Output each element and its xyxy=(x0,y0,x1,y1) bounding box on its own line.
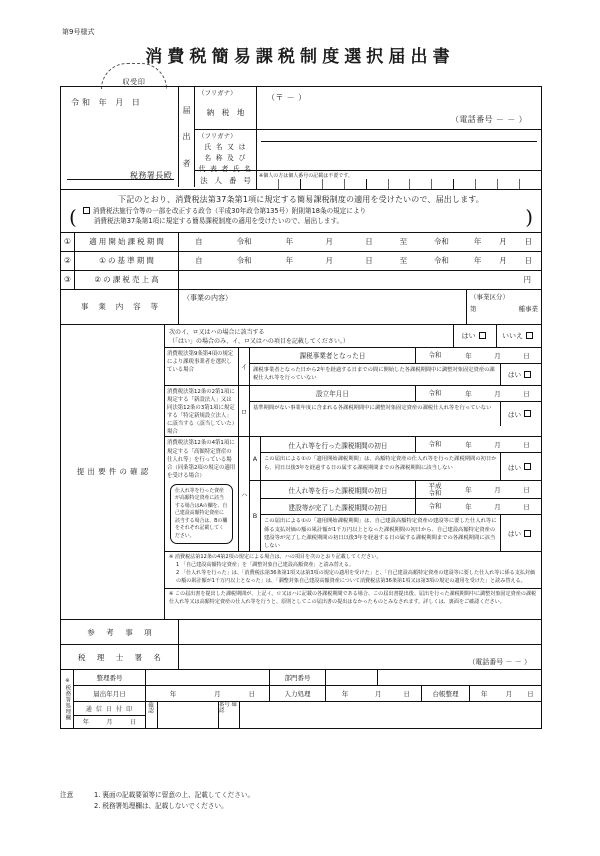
confirm-group-b-date2 xyxy=(261,499,541,515)
confirm-row-i-yes[interactable] xyxy=(501,364,541,385)
confirm-group-b-cond-text: この届出による①の「適用開始課税期間」は、自己建設高額特定資産の建設等に要した仕入れ等に係る支払対価の額の累計額が1千万円以上となった課税期間の初日から、自己建設高額特定資産の建設等が完了した課税期間の初日以後3年を経過する日の属する課税期間までの各課税期間に該当しない xyxy=(261,515,501,551)
tax-office-line-1 xyxy=(74,670,541,686)
confirm-row-ro-desc: 消費税法第12条の2第1項に規定する「新設法人」又は同法第12条の3第1項に規定する「特定新規設立法人」に該当する（該当していた）場合 xyxy=(165,386,239,437)
corp-digit-7[interactable] xyxy=(389,179,411,189)
confirm-intro-yes-checkbox[interactable] xyxy=(479,332,486,339)
confirm-row-ha-main xyxy=(250,437,541,551)
business-content-sublabel: （事業の内容） xyxy=(183,293,232,302)
tsushin-day: 日 xyxy=(130,719,137,727)
confirm-group-b-yes-checkbox[interactable] xyxy=(524,530,531,537)
confirm-group-b-body xyxy=(261,481,541,551)
confirm-intro-no-label: いいえ xyxy=(502,331,523,340)
todokede-year: 年 xyxy=(169,690,177,698)
daicho-day: 日 xyxy=(527,690,534,698)
confirm-row-i-yes-checkbox[interactable] xyxy=(524,371,531,378)
confirm-row-i-condition xyxy=(250,364,541,385)
declaration-main-text: 下記のとおり、消費税法第37条第1項に規定する簡易課税制度の適用を受けたいので、届出します。 xyxy=(118,195,484,204)
confirm-group-b-era1[interactable] xyxy=(416,481,454,498)
kakunin-label xyxy=(146,702,158,728)
confirm-footnote-1-line2: 2 「仕入れ等を行った」は、「消費税法第36条第1項又は第3項の規定の適用を受けた」と、「自己建設高額特定資産の建設等に要した仕入れ等に係る支払対価の額の累計額が1千万円以上となった」は、「調整対象自己建設高額資産について消費税法第36条第1項又は第3項の規定の適用を受けた」と読み替える。 xyxy=(176,570,536,585)
bumon-bangou-label: 部門番号 xyxy=(270,670,326,685)
item-2-month-to: 月 xyxy=(499,256,507,266)
item-1-label: 適用開始課税期間 xyxy=(75,233,179,251)
corp-digit-11[interactable] xyxy=(476,179,498,189)
kakunin-field[interactable] xyxy=(158,702,219,728)
seiri-bangou-label: 整理番号 xyxy=(74,670,146,685)
corp-digit-6[interactable] xyxy=(367,179,389,189)
item-2-day-from: 日 xyxy=(365,256,373,266)
confirm-row-ro xyxy=(165,386,541,438)
item-1-year-to: 年 xyxy=(473,237,482,247)
business-division-input[interactable] xyxy=(470,301,538,313)
item-2-month-from: 月 xyxy=(325,256,333,266)
todokede-month: 月 xyxy=(214,690,221,698)
confirm-row-ro-condition xyxy=(250,402,541,426)
confirm-row-i-cond-text: 課税事業者となった日から2年を経過する日までの間に開始した各課税期間中に調整対象固定資産の課税仕入れ等を行っていない xyxy=(250,364,501,385)
confirm-group-a-month[interactable]: 月 xyxy=(494,441,501,450)
confirm-group-a-date xyxy=(261,437,541,453)
tax-accountant-row xyxy=(61,645,541,670)
item-2-era-to: 令和 xyxy=(433,256,449,266)
confirm-intro-yes[interactable] xyxy=(454,325,497,347)
todokede-date-field[interactable] xyxy=(146,686,270,701)
item-row-2 xyxy=(61,252,541,271)
confirm-row-ro-sublabel: 設立年月日 xyxy=(250,386,416,401)
bangou-kakunin-line1: 番号 xyxy=(219,702,230,708)
bangou-kakunin-field[interactable] xyxy=(240,702,541,728)
item-3-label: ②の課税売上高 xyxy=(75,271,179,289)
item-1-to: 至 xyxy=(399,237,408,247)
name-label-line1: 氏 名 又 は xyxy=(204,143,247,151)
daicho-year: 年 xyxy=(480,690,488,698)
tax-office-block xyxy=(61,670,541,728)
brace-left: ( xyxy=(69,204,77,229)
name-label-cell xyxy=(195,130,257,173)
confirm-group-a-yes-label: はい xyxy=(507,463,522,472)
confirm-row-ro-year[interactable]: 年 xyxy=(465,389,472,398)
tsushin-cell xyxy=(74,702,146,728)
declaration-opt-line1 xyxy=(80,207,522,217)
item-2-number: ② xyxy=(61,252,75,270)
declaration-block xyxy=(61,190,541,233)
confirm-row-ha-desc: 消費税法第12条の4第1項に規定する「高額特定資産の仕入れ等」を行っている場合（同条第2項の規定の適用を受ける場合） xyxy=(167,440,236,479)
confirm-row-i-sublabel: 課税事業者となった日 xyxy=(250,348,416,363)
confirm-footnote-1 xyxy=(165,552,541,589)
corp-digit-12[interactable] xyxy=(498,179,520,189)
page-title: 消費税簡易課税制度選択届出書 xyxy=(145,47,455,67)
bangou-kakunin-line2: 確認 xyxy=(219,702,237,715)
confirm-row-i-month[interactable]: 月 xyxy=(494,351,501,360)
tax-office-body xyxy=(74,670,541,728)
item-1-era-to: 令和 xyxy=(433,237,449,247)
confirm-group-b-month2[interactable]: 月 xyxy=(494,503,501,512)
tax-office-name-field[interactable] xyxy=(61,170,178,187)
confirm-group-a-mark: A xyxy=(250,437,261,480)
tax-accountant-input[interactable] xyxy=(179,645,541,669)
confirm-group-b-date1 xyxy=(261,481,541,499)
confirm-row-ha-notebox: 仕入れ等を行った資産が高額特定資産に該当する場合はAの欄を、自己建設高額特定資産に該当する場合は、Bの欄をそれぞれ記載してください。 xyxy=(170,484,233,544)
main-form-table xyxy=(60,86,542,729)
confirm-group-b-yes[interactable] xyxy=(501,515,541,551)
business-content-label: 事 業 内 容 等 xyxy=(61,290,179,324)
submitter-block xyxy=(61,87,541,190)
item-2-day-to: 日 xyxy=(524,256,532,266)
confirm-group-b-year1[interactable]: 年 xyxy=(465,486,472,495)
seiri-bangou-field[interactable] xyxy=(146,670,270,685)
confirm-intro-text xyxy=(165,325,454,347)
confirm-group-a-yes-checkbox[interactable] xyxy=(524,463,531,470)
tax-accountant-label: 税 理 士 署 名 xyxy=(61,645,179,669)
confirm-section-label: 提出要件の確認 xyxy=(61,325,165,619)
daicho-label: 台帳整理 xyxy=(422,686,470,701)
submitter-fields xyxy=(195,87,541,189)
corp-digit-13[interactable] xyxy=(520,179,541,189)
confirm-row-ro-cond-text: 基準期間がない事業年度に含まれる各課税期間中に調整対象固定資産の課税仕入れ等を行っていない xyxy=(250,402,501,426)
item-2-era-from: 令和 xyxy=(236,256,252,266)
tsushin-month: 月 xyxy=(106,719,113,727)
tsushin-year: 年 xyxy=(82,719,89,727)
item-1-month-to: 月 xyxy=(499,237,507,247)
phone-field-address[interactable]: （電話番号 － － ） xyxy=(450,115,527,124)
confirm-group-b-year2[interactable]: 年 xyxy=(465,503,472,512)
confirm-intro-yes-label: はい xyxy=(461,331,476,340)
business-content-row xyxy=(61,290,541,325)
footer-note-2: 2. 税務署処理欄は、記載しないでください。 xyxy=(94,802,228,811)
business-content-input[interactable] xyxy=(179,290,467,324)
corp-digit-2[interactable] xyxy=(279,179,301,189)
address-row xyxy=(195,87,541,130)
confirm-group-b-day1[interactable]: 日 xyxy=(523,486,530,495)
item-3-value[interactable] xyxy=(179,271,541,289)
corporate-number-label: 法 人 番 号 xyxy=(195,171,257,189)
tax-office-line-1-blank[interactable] xyxy=(378,670,541,685)
item-1-year-from: 年 xyxy=(285,237,294,247)
corporate-number-row xyxy=(195,171,541,189)
confirm-row-i-desc: 消費税法第9条第4項の規定により課税事業者を選択している場合 xyxy=(165,348,239,385)
confirm-footnote-2: ※ この届出書を提出した課税期間が、上記イ、ロ又はハに記載の各課税期間である場合、この届出書提出後、届出を行った課税期間中に調整対象固定資産の課税仕入れ等又は高額特定資産の仕入れ等を行うと、原則としてこの届出書の提出はなかったものとみなされます。詳しくは、裏面をご確認ください。 xyxy=(169,591,537,605)
name-label-line2: 名 称 及 び xyxy=(204,154,247,162)
confirm-row-i-era[interactable]: 令和 xyxy=(428,350,442,359)
tax-office-vertical-label xyxy=(61,670,74,728)
confirm-row-ha xyxy=(165,437,541,552)
corporate-number-grid[interactable] xyxy=(257,179,541,189)
confirm-group-b-condition xyxy=(261,515,541,551)
corp-digit-8[interactable] xyxy=(410,179,432,189)
confirm-row-i-yes-label: はい xyxy=(507,371,522,380)
reference-label: 参 考 事 項 xyxy=(61,620,179,644)
declaration-opt-line2: 消費税法第37条第1項に規定する簡易課税制度の適用を受けたいので、届出します。 xyxy=(93,216,344,225)
footer-note-row-1 xyxy=(60,790,530,801)
item-2-value[interactable] xyxy=(179,252,541,270)
nyuryoku-month: 月 xyxy=(375,690,382,698)
tax-office-line-2 xyxy=(74,686,541,702)
confirm-row-ro-main xyxy=(250,386,541,437)
confirm-row-i-mark: イ xyxy=(239,348,250,385)
item-2-from: 自 xyxy=(195,256,203,266)
corp-digit-3[interactable] xyxy=(301,179,323,189)
postal-code-field[interactable]: （〒 － ） xyxy=(267,93,307,102)
daicho-month: 月 xyxy=(505,690,513,698)
declaration-opt-line1-text: 消費税法施行令等の一部を改正する政令（平成30年政令第135号）附則第18条の規定により xyxy=(92,207,367,215)
tax-office-vertical-label-text: ※税務署処理欄 xyxy=(64,677,71,721)
address-label-cell xyxy=(195,87,257,129)
confirm-group-b-yes-label: はい xyxy=(507,530,522,539)
confirm-row-i-date xyxy=(250,348,541,364)
item-1-number: ① xyxy=(61,233,75,251)
business-division-label: （事業区分） xyxy=(470,292,509,301)
footer-notes xyxy=(60,790,530,812)
confirm-row-ro-mark: ロ xyxy=(239,386,250,437)
declaration-optional-block xyxy=(69,204,533,229)
item-1-day-to: 日 xyxy=(524,237,532,247)
confirm-intro-row xyxy=(165,325,541,348)
confirm-group-b-month1[interactable]: 月 xyxy=(494,486,501,495)
confirm-group-b-sublabel2: 建設等が完了した課税期間の初日 xyxy=(261,499,416,514)
submission-date-line[interactable]: 令和 年 月 日 xyxy=(71,98,143,107)
item-2-year-from: 年 xyxy=(285,256,294,266)
confirm-group-a-condition xyxy=(261,453,541,480)
item-2-to: 至 xyxy=(399,256,408,266)
confirm-group-a-cond-text: この届出による①の「適用開始課税期間」は、高額特定資産の仕入れ等を行った課税期間の初日から、同日以後3年を経過する日の属する課税期間までの各課税期間に該当しない xyxy=(261,453,501,480)
confirm-group-b-sublabel1: 仕入れ等を行った課税期間の初日 xyxy=(261,481,416,498)
item-2-year-to: 年 xyxy=(473,256,482,266)
nyuryoku-field[interactable] xyxy=(326,686,422,701)
footer-label: 注意 xyxy=(60,791,74,799)
tsushin-label: 通 信 日 付 印 xyxy=(74,702,145,716)
confirm-group-b-era1-heisei: 平成 xyxy=(428,481,442,490)
furigana-label-address: （フリガナ） xyxy=(198,89,237,97)
confirm-footnote-1-head: ※ 消費税法第12条の4第2項の規定による場合は、ハの項目を次のとおり記載してください。 xyxy=(169,554,382,561)
todokede-date-label: 届出年月日 xyxy=(74,686,146,701)
item-1-era-from: 令和 xyxy=(236,237,252,247)
bangou-kakunin-label xyxy=(219,702,240,728)
corp-digit-4[interactable] xyxy=(323,179,345,189)
confirm-intro-line1: 次のイ、ロ又はハの場合に該当する xyxy=(169,328,265,336)
item-1-value[interactable] xyxy=(179,233,541,251)
submitter-char-3: 者 xyxy=(182,159,191,169)
item-row-1 xyxy=(61,233,541,252)
tax-office-suffix: 税務署長殿 xyxy=(130,171,172,180)
kakunin-label-text: 確認 xyxy=(147,702,153,714)
confirm-row-ro-yes[interactable] xyxy=(501,402,541,426)
confirm-group-b-day2[interactable]: 日 xyxy=(523,503,530,512)
item-row-3 xyxy=(61,271,541,290)
address-label: 納 税 地 xyxy=(206,108,248,117)
confirm-row-ro-date xyxy=(250,386,541,402)
confirm-group-a-year[interactable]: 年 xyxy=(465,441,472,450)
confirm-row-ro-yes-label: はい xyxy=(507,410,522,419)
confirm-group-a-era[interactable]: 令和 xyxy=(428,440,442,449)
confirm-row-ro-era[interactable]: 令和 xyxy=(428,388,442,397)
confirm-section xyxy=(61,325,541,620)
item-2-label: ①の基準期間 xyxy=(75,252,179,270)
item-1-month-from: 月 xyxy=(325,237,333,247)
confirm-group-a-sublabel: 仕入れ等を行った課税期間の初日 xyxy=(261,437,416,452)
address-input-cell[interactable] xyxy=(257,87,541,129)
confirm-group-a-yes[interactable] xyxy=(501,453,541,480)
tax-office-line-3 xyxy=(74,702,541,728)
confirm-row-ro-yes-checkbox[interactable] xyxy=(524,410,531,417)
declaration-checkbox[interactable] xyxy=(83,207,90,214)
corp-digit-10[interactable] xyxy=(454,179,476,189)
confirm-group-a-body xyxy=(261,437,541,480)
name-input-cell[interactable] xyxy=(257,130,541,170)
confirm-group-b-era2[interactable]: 令和 xyxy=(428,502,442,511)
confirm-intro-no[interactable] xyxy=(497,325,541,347)
submitter-char-1: 届 xyxy=(182,105,191,115)
item-1-day-from: 日 xyxy=(365,237,373,247)
confirm-row-ro-day[interactable]: 日 xyxy=(523,389,530,398)
footer-note-row-2 xyxy=(60,801,530,812)
business-division-cell[interactable] xyxy=(467,290,541,324)
confirm-group-b-era1-reiwa: 令和 xyxy=(428,488,442,497)
nyuryoku-label: 入力処理 xyxy=(270,686,326,701)
name-label-line3: 代 表 者 氏 名 xyxy=(198,165,253,173)
name-label xyxy=(195,140,256,175)
tsushin-date-field[interactable] xyxy=(74,716,145,729)
reference-row xyxy=(61,620,541,645)
business-division-shu: 種事業 xyxy=(518,304,538,313)
bumon-bangou-field[interactable] xyxy=(326,670,378,685)
corporate-number-note: ※個人の方は個人番号の記載は不要です。 xyxy=(259,173,353,179)
date-and-office-cell xyxy=(61,87,179,187)
declaration-optional-text xyxy=(77,207,525,227)
form-number: 第9号様式 xyxy=(62,28,95,36)
confirm-row-ro-month[interactable]: 月 xyxy=(494,389,501,398)
receipt-stamp-label: 収受印 xyxy=(122,78,146,86)
corporate-number-cell[interactable] xyxy=(257,171,541,189)
business-division-dai: 第 xyxy=(470,304,477,313)
name-row xyxy=(195,130,541,171)
confirm-row-i-year[interactable]: 年 xyxy=(465,351,472,360)
item-3-number: ③ xyxy=(61,271,75,289)
confirm-section-body xyxy=(165,325,541,619)
confirm-footnote-1-line1: 1 「自己建設高額特定資産」を「調整対象自己建設高額資産」と読み替える。 xyxy=(176,562,355,569)
confirm-row-ha-group-a xyxy=(250,437,541,481)
confirm-intro-no-checkbox[interactable] xyxy=(526,332,533,339)
confirm-row-ha-desc-cell xyxy=(165,437,239,551)
corp-digit-1[interactable] xyxy=(257,179,279,189)
submitter-char-2: 出 xyxy=(182,132,191,142)
confirm-intro-line2: （「はい」の場合のみ、イ、ロ又はハの項目を記載してください。） xyxy=(169,337,349,345)
confirm-group-b-mark: B xyxy=(250,481,261,551)
confirm-row-i xyxy=(165,348,541,386)
tax-accountant-phone[interactable]: （電話番号 － － ） xyxy=(468,658,531,666)
corp-digit-5[interactable] xyxy=(345,179,367,189)
footer-spacer xyxy=(60,801,94,812)
item-3-unit: 円 xyxy=(523,275,531,285)
furigana-label-name: （フリガナ） xyxy=(198,132,237,140)
confirm-row-i-day[interactable]: 日 xyxy=(523,351,530,360)
nyuryoku-year: 年 xyxy=(341,690,349,698)
daicho-field[interactable] xyxy=(470,686,541,701)
nyuryoku-day: 日 xyxy=(403,690,410,698)
item-1-from: 自 xyxy=(195,237,203,247)
brace-right: ) xyxy=(525,204,533,229)
confirm-row-ha-group-b xyxy=(250,481,541,551)
confirm-row-i-main xyxy=(250,348,541,385)
confirm-row-ha-mark: ハ xyxy=(239,437,250,551)
reference-input[interactable] xyxy=(179,620,541,644)
corp-digit-9[interactable] xyxy=(432,179,454,189)
todokede-day: 日 xyxy=(248,690,256,698)
furigana-write-line[interactable] xyxy=(261,132,537,142)
confirm-group-a-day[interactable]: 日 xyxy=(523,441,530,450)
footer-note-1: 1. 裏面の記載要領等に留意の上、記載してください。 xyxy=(94,791,255,799)
